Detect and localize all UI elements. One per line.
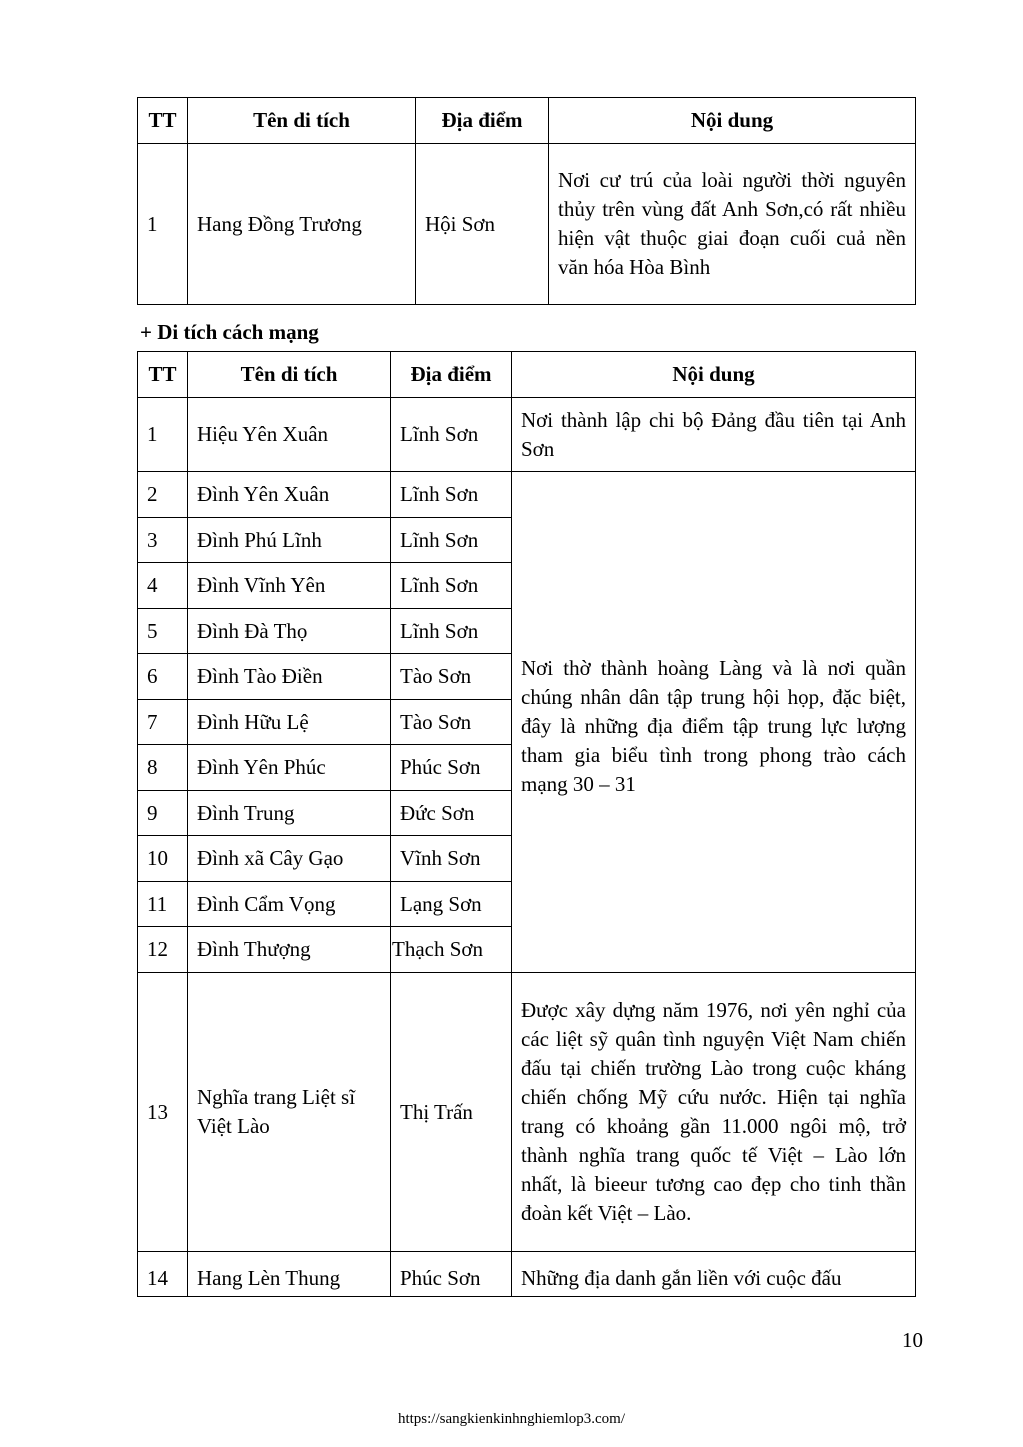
cell-name: Đình Cẩm Vọng: [188, 882, 391, 927]
cell-tt: 14: [138, 1252, 188, 1297]
cell-place: Lạng Sơn: [391, 882, 512, 927]
footer-url: https://sangkienkinhnghiemlop3.com/: [397, 1411, 626, 1427]
table-row: [138, 144, 916, 305]
table-row: [138, 472, 916, 518]
cell-group-content: Nơi thờ thành hoàng Làng và là nơi quần chúng nhân dân tập trung hội họp, đặc biệt, đây là những địa điểm tập trung lực lượng tham gia biểu tình trong phong trào cách mạng 30 – 31: [512, 472, 916, 973]
table-prehistoric-relics: [137, 97, 916, 305]
cell-tt: 1: [138, 398, 188, 472]
cell-place: Lĩnh Sơn: [391, 398, 512, 472]
header-tt: TT: [138, 98, 188, 144]
cell-name: Đình Vĩnh Yên: [188, 563, 391, 609]
cell-place: Tào Sơn: [391, 654, 512, 700]
cell-name: Đình Phú Lĩnh: [188, 518, 391, 563]
page-number: 10: [902, 1328, 923, 1352]
cell-tt: 10: [138, 836, 188, 882]
cell-tt: 3: [138, 518, 188, 563]
cell-place: Hội Sơn: [416, 144, 549, 305]
cell-content: Được xây dựng năm 1976, nơi yên nghỉ của các liệt sỹ quân tình nguyện Việt Nam chiến đấu tại chiến trường Lào trong cuộc kháng chiến chống Mỹ cứu nước. Hiện tại nghĩa trang có khoảng gần 11.000 ngôi mộ, trở thành nghĩa trang quốc tế Việt – Lào lớn nhất, là bieeur tương cao đẹp cho tinh thần đoàn kết Việt – Lào.: [512, 973, 916, 1252]
cell-place: Thị Trấn: [391, 973, 512, 1252]
cell-name: Hang Đồng Trương: [188, 144, 416, 305]
cell-name: Đình xã Cây Gạo: [188, 836, 391, 882]
cell-name: Đình Yên Phúc: [188, 745, 391, 791]
cell-tt: 7: [138, 700, 188, 745]
section-title: + Di tích cách mạng: [140, 320, 319, 344]
table-row: [138, 398, 916, 472]
cell-name: Đình Thượng: [188, 927, 391, 973]
header-name: Tên di tích: [188, 98, 416, 144]
cell-place: Thạch Sơn: [391, 927, 512, 973]
cell-name: Đình Trung: [188, 791, 391, 836]
table-header-row: [138, 352, 916, 398]
cell-name: Hang Lèn Thung: [188, 1252, 391, 1297]
cell-content: Nơi thành lập chi bộ Đảng đầu tiên tại Anh Sơn: [512, 398, 916, 472]
cell-name: Đình Hữu Lệ: [188, 700, 391, 745]
cell-place: Đức Sơn: [391, 791, 512, 836]
header-place: Địa điểm: [391, 352, 512, 398]
cell-tt: 2: [138, 472, 188, 518]
cell-name: Đình Tào Điền: [188, 654, 391, 700]
cell-tt: 5: [138, 609, 188, 654]
cell-place: Lĩnh Sơn: [391, 563, 512, 609]
cell-tt: 8: [138, 745, 188, 791]
cell-tt: 9: [138, 791, 188, 836]
header-name: Tên di tích: [188, 352, 391, 398]
cell-name: Đình Đà Thọ: [188, 609, 391, 654]
cell-place: Phúc Sơn: [391, 745, 512, 791]
table-revolutionary-relics: [137, 351, 916, 1297]
cell-place: Lĩnh Sơn: [391, 518, 512, 563]
cell-tt: 12: [138, 927, 188, 973]
cell-place: Vĩnh Sơn: [391, 836, 512, 882]
cell-tt: 1: [138, 144, 188, 305]
cell-tt: 4: [138, 563, 188, 609]
table-row: [138, 973, 916, 1252]
cell-tt: 13: [138, 973, 188, 1252]
cell-place: Phúc Sơn: [391, 1252, 512, 1297]
table-header-row: [138, 98, 916, 144]
header-content: Nội dung: [512, 352, 916, 398]
cell-name: Đình Yên Xuân: [188, 472, 391, 518]
cell-tt: 6: [138, 654, 188, 700]
cell-place: Lĩnh Sơn: [391, 472, 512, 518]
table-row: [138, 1252, 916, 1297]
header-place: Địa điểm: [416, 98, 549, 144]
cell-place: Lĩnh Sơn: [391, 609, 512, 654]
cell-name: Hiệu Yên Xuân: [188, 398, 391, 472]
cell-place: Tào Sơn: [391, 700, 512, 745]
cell-tt: 11: [138, 882, 188, 927]
cell-content: Nơi cư trú của loài người thời nguyên thủy trên vùng đất Anh Sơn,có rất nhiều hiện vật thuộc giai đoạn cuối cuả nền văn hóa Hòa Bình: [549, 144, 916, 305]
header-tt: TT: [138, 352, 188, 398]
header-content: Nội dung: [549, 98, 916, 144]
cell-name: Nghĩa trang Liệt sĩ Việt Lào: [188, 973, 391, 1252]
cell-content: Những địa danh gắn liền với cuộc đấu: [512, 1252, 916, 1297]
